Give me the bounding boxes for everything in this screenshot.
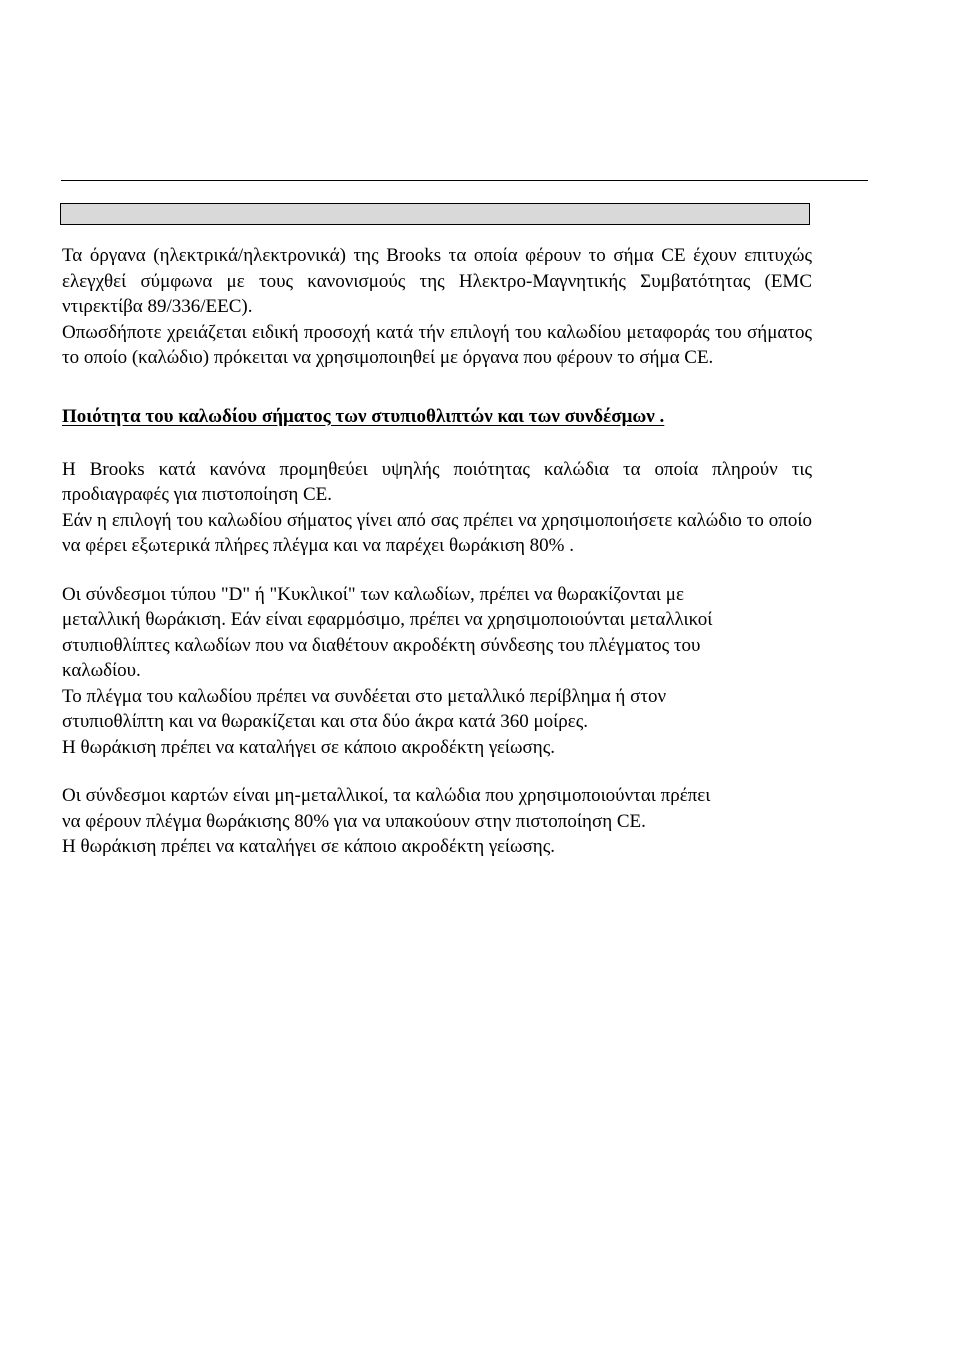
quality-paragraph-2: Εάν η επιλογή του καλωδίου σήματος γίνει από σας πρέπει να χρησιμοποιήσετε καλώδιο το οποίο να φέρει εξωτερικά πλήρες πλέγμα και να παρέχει θωράκιση 80% .	[62, 509, 812, 556]
text-line: Οι σύνδεσμοι καρτών είναι μη-μεταλλικοί, τα καλώδια που χρησιμοποιούνται πρέπει	[62, 785, 711, 806]
spacer	[62, 559, 812, 582]
text-line: Η θωράκιση πρέπει να καταλήγει σε κάποιο ακροδέκτη γείωσης.	[62, 736, 555, 758]
text-line: Το πλέγμα του καλωδίου πρέπει να συνδέεται στο μεταλλικό περίβλημα ή στον	[62, 685, 667, 707]
connectors-card-block	[62, 783, 812, 860]
text-line: καλωδίου.	[62, 660, 141, 681]
document-body	[62, 243, 812, 860]
intro-paragraph-2: Οπωσδήποτε χρειάζεται ειδική προσοχή κατά τήν επιλογή του καλωδίου μεταφοράς του σήματος το οποίο (καλώδιο) πρόκειται να χρησιμοποιηθεί με όργανα που φέρουν το σήμα CE.	[62, 321, 812, 368]
spacer	[62, 371, 812, 404]
spacer	[62, 760, 812, 783]
connectors-d-block	[62, 582, 812, 761]
text-line: Η θωράκιση πρέπει να καταλήγει σε κάποιο ακροδέκτη γείωσης.	[62, 836, 555, 857]
section-heading: Ποιότητα του καλωδίου σήματος των στυπιοθλιπτών και των συνδέσμων .	[62, 405, 665, 427]
quality-paragraph-1: Η Brooks κατά κανόνα προμηθεύει υψηλής ποιότητας καλώδια τα οποία πληρούν τις προδιαγραφές για πιστοποίηση CE.	[62, 458, 812, 505]
text-line: στυπιοθλίπτη και να θωρακίζεται και στα δύο άκρα κατά 360 μοίρες.	[62, 711, 588, 732]
spacer	[62, 429, 812, 457]
text-line: στυπιοθλίπτες καλωδίων που να διαθέτουν ακροδέκτη σύνδεσης του πλέγματος του	[62, 634, 701, 656]
section-header-bar	[60, 203, 810, 225]
top-rule	[61, 180, 868, 181]
text-line: να φέρουν πλέγμα θωράκισης 80% για να υπακούουν στην πιστοποίηση CE.	[62, 810, 646, 832]
text-line: Οι σύνδεσμοι τύπου "D" ή "Κυκλικοί" των καλωδίων, πρέπει να θωρακίζονται με	[62, 583, 684, 605]
intro-paragraph-1: Τα όργανα (ηλεκτρικά/ηλεκτρονικά) της Brooks τα οποία φέρουν το σήμα CE έχουν επιτυχώς ελεγχθεί σύμφωνα με τους κανονισμούς της Ηλεκτρο-Μαγνητικής Συμβατότητας (EMC ντιρεκτίβα 89/336/EEC).	[62, 245, 812, 317]
text-line: μεταλλική θωράκιση. Εάν είναι εφαρμόσιμο, πρέπει να χρησιμοποιούνται μεταλλικοί	[62, 609, 713, 630]
